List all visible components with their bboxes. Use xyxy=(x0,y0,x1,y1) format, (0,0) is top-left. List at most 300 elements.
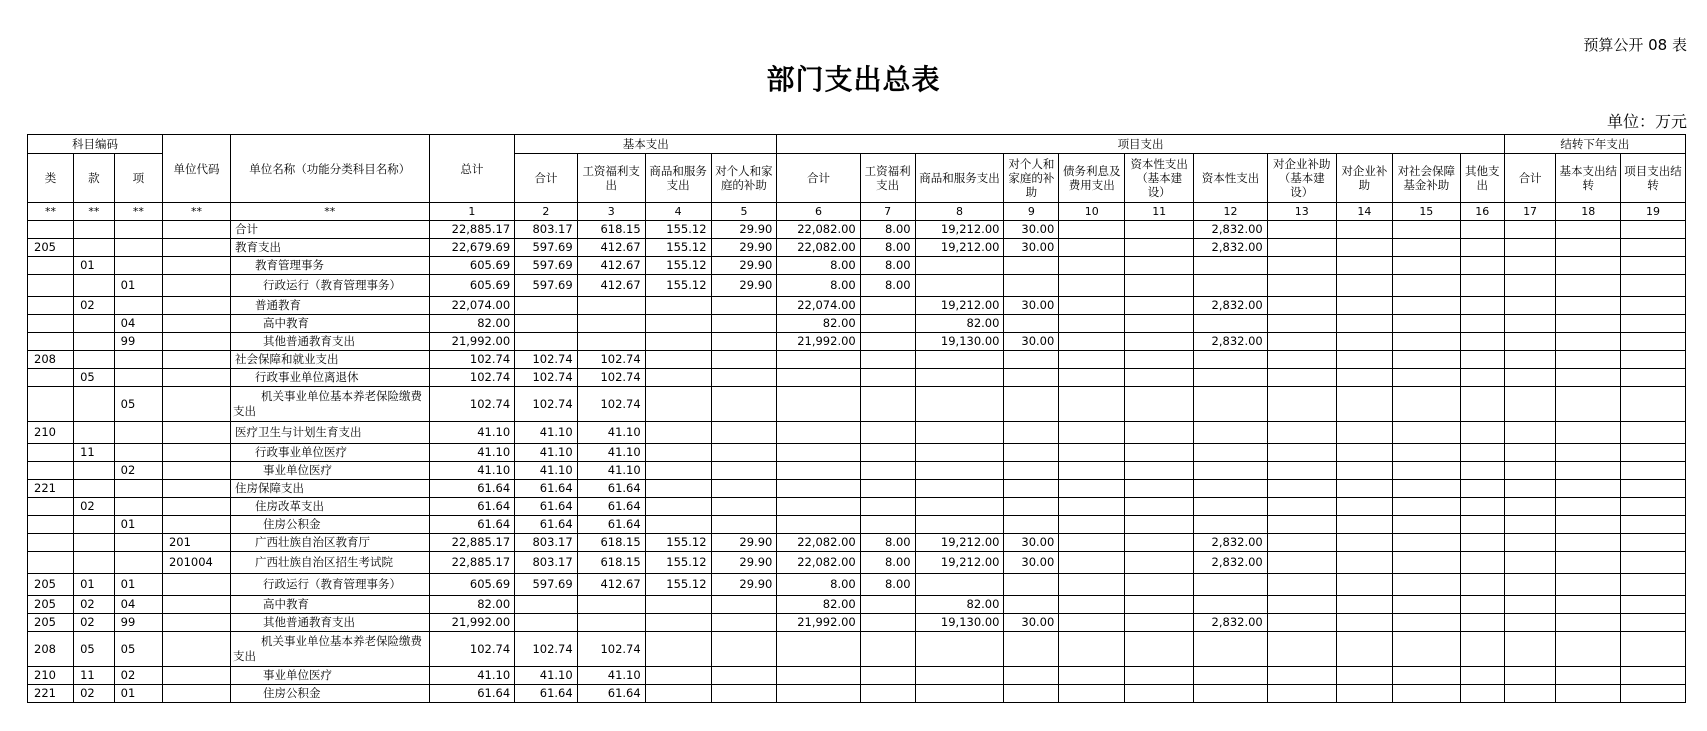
amount-cell xyxy=(1504,596,1556,614)
column-index-cell: 13 xyxy=(1267,203,1336,221)
amount-cell: 605.69 xyxy=(429,574,515,596)
amount-cell xyxy=(1336,667,1392,685)
amount-cell xyxy=(915,498,1004,516)
amount-cell xyxy=(711,369,777,387)
amount-cell xyxy=(1004,387,1059,422)
amount-cell xyxy=(1194,498,1268,516)
amount-cell xyxy=(1621,498,1686,516)
amount-cell: 102.74 xyxy=(515,351,578,369)
amount-cell: 21,992.00 xyxy=(777,614,860,632)
xiang-cell xyxy=(114,534,162,552)
amount-cell xyxy=(1504,574,1556,596)
amount-cell xyxy=(860,480,915,498)
amount-cell xyxy=(860,297,915,315)
amount-cell xyxy=(1621,239,1686,257)
amount-cell: 61.64 xyxy=(429,685,515,703)
header-project-subsidy: 对个人和家庭的补助 xyxy=(1004,154,1059,203)
table-row xyxy=(28,534,1686,552)
amount-cell xyxy=(645,387,711,422)
amount-cell: 61.64 xyxy=(429,480,515,498)
amount-cell xyxy=(1556,552,1621,574)
amount-cell xyxy=(1267,239,1336,257)
amount-cell: 29.90 xyxy=(711,552,777,574)
amount-cell: 61.64 xyxy=(515,516,578,534)
amount-cell: 22,885.17 xyxy=(429,534,515,552)
amount-cell xyxy=(1336,516,1392,534)
amount-cell xyxy=(1460,333,1504,351)
amount-cell: 61.64 xyxy=(577,685,645,703)
amount-cell xyxy=(1460,387,1504,422)
amount-cell: 21,992.00 xyxy=(429,614,515,632)
amount-cell xyxy=(1194,257,1268,275)
kuan-cell: 05 xyxy=(74,632,115,667)
amount-cell xyxy=(1460,596,1504,614)
table-row xyxy=(28,239,1686,257)
amount-cell xyxy=(1392,614,1460,632)
amount-cell: 102.74 xyxy=(515,632,578,667)
header-subject-code: 科目编码 xyxy=(28,135,163,154)
xiang-cell xyxy=(114,297,162,315)
amount-cell xyxy=(1336,239,1392,257)
amount-cell xyxy=(1194,574,1268,596)
header-project-salary: 工资福利支出 xyxy=(860,154,915,203)
header-basic-goods: 商品和服务支出 xyxy=(645,154,711,203)
amount-cell: 29.90 xyxy=(711,275,777,297)
amount-cell: 30.00 xyxy=(1004,221,1059,239)
amount-cell xyxy=(1004,351,1059,369)
kuan-cell xyxy=(74,480,115,498)
unit-code-cell xyxy=(162,632,230,667)
amount-cell xyxy=(1556,614,1621,632)
amount-cell xyxy=(645,685,711,703)
amount-cell xyxy=(860,444,915,462)
amount-cell xyxy=(1621,534,1686,552)
amount-cell: 155.12 xyxy=(645,534,711,552)
amount-cell xyxy=(1125,444,1194,462)
amount-cell xyxy=(1621,315,1686,333)
column-index-cell: 14 xyxy=(1336,203,1392,221)
amount-cell xyxy=(1267,422,1336,444)
amount-cell xyxy=(1059,221,1125,239)
amount-cell xyxy=(1059,297,1125,315)
amount-cell: 41.10 xyxy=(429,462,515,480)
amount-cell xyxy=(1125,315,1194,333)
lei-cell xyxy=(28,552,74,574)
amount-cell xyxy=(1125,552,1194,574)
amount-cell xyxy=(1460,351,1504,369)
amount-cell: 19,212.00 xyxy=(915,297,1004,315)
amount-cell xyxy=(1267,552,1336,574)
amount-cell: 22,074.00 xyxy=(777,297,860,315)
unit-name-cell: 其他普通教育支出 xyxy=(230,614,429,632)
amount-cell xyxy=(1556,333,1621,351)
unit-code-cell xyxy=(162,574,230,596)
amount-cell xyxy=(1556,315,1621,333)
amount-cell xyxy=(1556,574,1621,596)
amount-cell xyxy=(711,498,777,516)
amount-cell xyxy=(1621,480,1686,498)
xiang-cell xyxy=(114,369,162,387)
amount-cell xyxy=(1336,534,1392,552)
unit-name-cell: 广西壮族自治区教育厅 xyxy=(230,534,429,552)
amount-cell xyxy=(1267,333,1336,351)
header-project-capital: 资本性支出 xyxy=(1194,154,1268,203)
column-index-cell: ** xyxy=(230,203,429,221)
amount-cell: 2,832.00 xyxy=(1194,614,1268,632)
unit-name-cell: 社会保障和就业支出 xyxy=(230,351,429,369)
amount-cell xyxy=(1556,685,1621,703)
amount-cell xyxy=(777,516,860,534)
amount-cell: 82.00 xyxy=(429,315,515,333)
kuan-cell xyxy=(74,462,115,480)
unit-name-cell: 高中教育 xyxy=(230,315,429,333)
amount-cell xyxy=(1125,516,1194,534)
amount-cell xyxy=(915,351,1004,369)
xiang-cell: 04 xyxy=(114,596,162,614)
kuan-cell xyxy=(74,387,115,422)
lei-cell xyxy=(28,444,74,462)
amount-cell xyxy=(1059,596,1125,614)
amount-cell xyxy=(515,333,578,351)
amount-cell xyxy=(1392,574,1460,596)
amount-cell xyxy=(860,333,915,351)
amount-cell xyxy=(1267,614,1336,632)
amount-cell xyxy=(1194,596,1268,614)
amount-cell: 102.74 xyxy=(577,351,645,369)
lei-cell xyxy=(28,257,74,275)
amount-cell xyxy=(1556,444,1621,462)
amount-cell xyxy=(1059,351,1125,369)
amount-cell xyxy=(1059,632,1125,667)
amount-cell: 618.15 xyxy=(577,221,645,239)
amount-cell xyxy=(1059,422,1125,444)
amount-cell xyxy=(777,462,860,480)
unit-code-cell xyxy=(162,685,230,703)
amount-cell xyxy=(1460,275,1504,297)
amount-cell xyxy=(1125,387,1194,422)
amount-cell xyxy=(1504,614,1556,632)
amount-cell: 41.10 xyxy=(515,462,578,480)
amount-cell: 155.12 xyxy=(645,574,711,596)
amount-cell xyxy=(1504,685,1556,703)
amount-cell xyxy=(1194,685,1268,703)
amount-cell xyxy=(860,422,915,444)
amount-cell xyxy=(1336,257,1392,275)
amount-cell xyxy=(1336,462,1392,480)
amount-cell xyxy=(1125,498,1194,516)
amount-cell: 102.74 xyxy=(429,387,515,422)
amount-cell xyxy=(1267,257,1336,275)
header-carryover-total: 合计 xyxy=(1504,154,1556,203)
header-kuan: 款 xyxy=(74,154,115,203)
kuan-cell: 02 xyxy=(74,685,115,703)
amount-cell: 2,832.00 xyxy=(1194,297,1268,315)
amount-cell: 30.00 xyxy=(1004,297,1059,315)
amount-cell xyxy=(1267,221,1336,239)
amount-cell xyxy=(1004,275,1059,297)
amount-cell: 61.64 xyxy=(515,685,578,703)
amount-cell xyxy=(1004,685,1059,703)
kuan-cell xyxy=(74,351,115,369)
header-project-capital-basic: 资本性支出（基本建设） xyxy=(1125,154,1194,203)
amount-cell: 22,074.00 xyxy=(429,297,515,315)
lei-cell xyxy=(28,315,74,333)
amount-cell xyxy=(1059,275,1125,297)
xiang-cell: 99 xyxy=(114,614,162,632)
amount-cell xyxy=(1392,333,1460,351)
header-basic-total: 合计 xyxy=(515,154,578,203)
amount-cell xyxy=(1125,351,1194,369)
amount-cell: 61.64 xyxy=(429,516,515,534)
amount-cell: 102.74 xyxy=(429,351,515,369)
amount-cell xyxy=(1621,297,1686,315)
amount-cell xyxy=(1267,632,1336,667)
amount-cell xyxy=(711,480,777,498)
amount-cell: 21,992.00 xyxy=(429,333,515,351)
department-expenditure-table xyxy=(27,134,1686,703)
amount-cell xyxy=(1392,685,1460,703)
amount-cell xyxy=(1267,534,1336,552)
amount-cell: 8.00 xyxy=(860,221,915,239)
unit-name-cell: 高中教育 xyxy=(230,596,429,614)
amount-cell xyxy=(1392,462,1460,480)
amount-cell xyxy=(1504,422,1556,444)
amount-cell xyxy=(1556,462,1621,480)
amount-cell xyxy=(1336,422,1392,444)
amount-cell xyxy=(1504,333,1556,351)
amount-cell xyxy=(1392,239,1460,257)
amount-cell: 21,992.00 xyxy=(777,333,860,351)
amount-cell: 102.74 xyxy=(577,369,645,387)
amount-cell xyxy=(915,480,1004,498)
amount-cell xyxy=(915,387,1004,422)
unit-name-cell: 合计 xyxy=(230,221,429,239)
amount-cell xyxy=(645,632,711,667)
amount-cell xyxy=(645,516,711,534)
amount-cell xyxy=(1556,516,1621,534)
lei-cell: 208 xyxy=(28,632,74,667)
amount-cell xyxy=(711,667,777,685)
amount-cell xyxy=(1004,516,1059,534)
amount-cell xyxy=(577,614,645,632)
amount-cell xyxy=(1125,257,1194,275)
amount-cell xyxy=(1059,480,1125,498)
amount-cell xyxy=(1336,369,1392,387)
amount-cell xyxy=(1194,275,1268,297)
kuan-cell xyxy=(74,552,115,574)
xiang-cell: 01 xyxy=(114,685,162,703)
unit-code-cell xyxy=(162,315,230,333)
unit-code-cell xyxy=(162,297,230,315)
amount-cell: 19,212.00 xyxy=(915,239,1004,257)
table-row xyxy=(28,387,1686,422)
amount-cell xyxy=(860,351,915,369)
lei-cell xyxy=(28,498,74,516)
amount-cell xyxy=(1504,632,1556,667)
amount-cell xyxy=(1059,498,1125,516)
amount-cell xyxy=(1460,685,1504,703)
amount-cell xyxy=(860,369,915,387)
column-index-cell: 1 xyxy=(429,203,515,221)
xiang-cell xyxy=(114,444,162,462)
amount-cell xyxy=(1125,614,1194,632)
kuan-cell xyxy=(74,315,115,333)
amount-cell: 82.00 xyxy=(429,596,515,614)
amount-cell: 8.00 xyxy=(777,275,860,297)
amount-cell xyxy=(1267,685,1336,703)
column-index-cell: 8 xyxy=(915,203,1004,221)
amount-cell xyxy=(1460,239,1504,257)
unit-name-cell: 医疗卫生与计划生育支出 xyxy=(230,422,429,444)
kuan-cell xyxy=(74,239,115,257)
amount-cell xyxy=(645,667,711,685)
header-basic-salary: 工资福利支出 xyxy=(577,154,645,203)
amount-cell xyxy=(1267,275,1336,297)
amount-cell xyxy=(1621,667,1686,685)
amount-cell: 61.64 xyxy=(515,480,578,498)
amount-cell: 618.15 xyxy=(577,534,645,552)
table-row xyxy=(28,275,1686,297)
amount-cell: 605.69 xyxy=(429,275,515,297)
amount-cell: 618.15 xyxy=(577,552,645,574)
amount-cell xyxy=(1621,552,1686,574)
amount-cell xyxy=(1125,480,1194,498)
amount-cell xyxy=(1336,685,1392,703)
amount-cell xyxy=(645,297,711,315)
amount-cell: 41.10 xyxy=(429,444,515,462)
amount-cell: 61.64 xyxy=(429,498,515,516)
amount-cell xyxy=(1460,667,1504,685)
amount-cell xyxy=(1267,462,1336,480)
header-project-enterprise: 对企业补助 xyxy=(1336,154,1392,203)
lei-cell xyxy=(28,387,74,422)
unit-name-cell: 住房改革支出 xyxy=(230,498,429,516)
xiang-cell: 05 xyxy=(114,387,162,422)
unit-name-cell: 教育管理事务 xyxy=(230,257,429,275)
amount-cell xyxy=(777,480,860,498)
amount-cell: 803.17 xyxy=(515,552,578,574)
unit-code-cell: 201 xyxy=(162,534,230,552)
amount-cell xyxy=(1059,516,1125,534)
amount-cell xyxy=(1460,221,1504,239)
amount-cell: 597.69 xyxy=(515,574,578,596)
lei-cell xyxy=(28,275,74,297)
amount-cell xyxy=(1504,498,1556,516)
table-row xyxy=(28,297,1686,315)
amount-cell xyxy=(1059,534,1125,552)
amount-cell xyxy=(1392,596,1460,614)
amount-cell xyxy=(1460,369,1504,387)
amount-cell: 30.00 xyxy=(1004,534,1059,552)
amount-cell xyxy=(711,632,777,667)
amount-cell xyxy=(1059,462,1125,480)
amount-cell xyxy=(1059,552,1125,574)
amount-cell xyxy=(1504,462,1556,480)
amount-cell xyxy=(1460,444,1504,462)
amount-cell: 41.10 xyxy=(515,444,578,462)
amount-cell xyxy=(1504,315,1556,333)
header-carryover-basic: 基本支出结转 xyxy=(1556,154,1621,203)
unit-code-cell xyxy=(162,275,230,297)
amount-cell xyxy=(1621,275,1686,297)
amount-cell xyxy=(1556,387,1621,422)
amount-cell xyxy=(711,516,777,534)
amount-cell xyxy=(1194,516,1268,534)
amount-cell xyxy=(1556,275,1621,297)
amount-cell: 2,832.00 xyxy=(1194,239,1268,257)
amount-cell xyxy=(711,297,777,315)
amount-cell xyxy=(515,614,578,632)
amount-cell xyxy=(645,498,711,516)
amount-cell xyxy=(1504,444,1556,462)
amount-cell xyxy=(1125,221,1194,239)
column-index-cell: ** xyxy=(114,203,162,221)
header-carryover-project: 项目支出结转 xyxy=(1621,154,1686,203)
amount-cell xyxy=(1004,574,1059,596)
amount-cell xyxy=(1125,297,1194,315)
amount-cell xyxy=(711,315,777,333)
amount-cell xyxy=(1267,297,1336,315)
amount-cell xyxy=(1621,574,1686,596)
lei-cell xyxy=(28,534,74,552)
table-row xyxy=(28,315,1686,333)
unit-name-cell: 住房公积金 xyxy=(230,685,429,703)
amount-cell xyxy=(1460,462,1504,480)
kuan-cell xyxy=(74,221,115,239)
amount-cell xyxy=(1336,498,1392,516)
amount-cell: 102.74 xyxy=(577,387,645,422)
unit-code-cell xyxy=(162,596,230,614)
kuan-cell xyxy=(74,275,115,297)
amount-cell xyxy=(1336,221,1392,239)
xiang-cell: 04 xyxy=(114,315,162,333)
amount-cell: 2,832.00 xyxy=(1194,552,1268,574)
table-row xyxy=(28,462,1686,480)
amount-cell xyxy=(1267,516,1336,534)
lei-cell xyxy=(28,297,74,315)
column-index-cell: 9 xyxy=(1004,203,1059,221)
amount-cell: 22,679.69 xyxy=(429,239,515,257)
amount-cell: 30.00 xyxy=(1004,552,1059,574)
amount-cell xyxy=(1556,239,1621,257)
amount-cell: 8.00 xyxy=(860,534,915,552)
table-row xyxy=(28,333,1686,351)
kuan-cell: 02 xyxy=(74,596,115,614)
unit-name-cell: 住房公积金 xyxy=(230,516,429,534)
amount-cell: 41.10 xyxy=(577,444,645,462)
amount-cell xyxy=(1004,462,1059,480)
amount-cell xyxy=(1004,422,1059,444)
amount-cell: 8.00 xyxy=(777,257,860,275)
xiang-cell xyxy=(114,257,162,275)
xiang-cell xyxy=(114,422,162,444)
amount-cell: 102.74 xyxy=(515,369,578,387)
column-index-cell: 11 xyxy=(1125,203,1194,221)
lei-cell: 221 xyxy=(28,480,74,498)
amount-cell: 41.10 xyxy=(515,422,578,444)
amount-cell xyxy=(860,614,915,632)
column-index-cell: 5 xyxy=(711,203,777,221)
lei-cell: 205 xyxy=(28,574,74,596)
amount-cell xyxy=(1004,444,1059,462)
amount-cell xyxy=(1336,351,1392,369)
amount-cell xyxy=(1194,369,1268,387)
kuan-cell xyxy=(74,516,115,534)
amount-cell: 29.90 xyxy=(711,257,777,275)
header-project-enterprise-basic: 对企业补助（基本建设） xyxy=(1267,154,1336,203)
unit-code-cell xyxy=(162,257,230,275)
header-project-other: 其他支出 xyxy=(1460,154,1504,203)
